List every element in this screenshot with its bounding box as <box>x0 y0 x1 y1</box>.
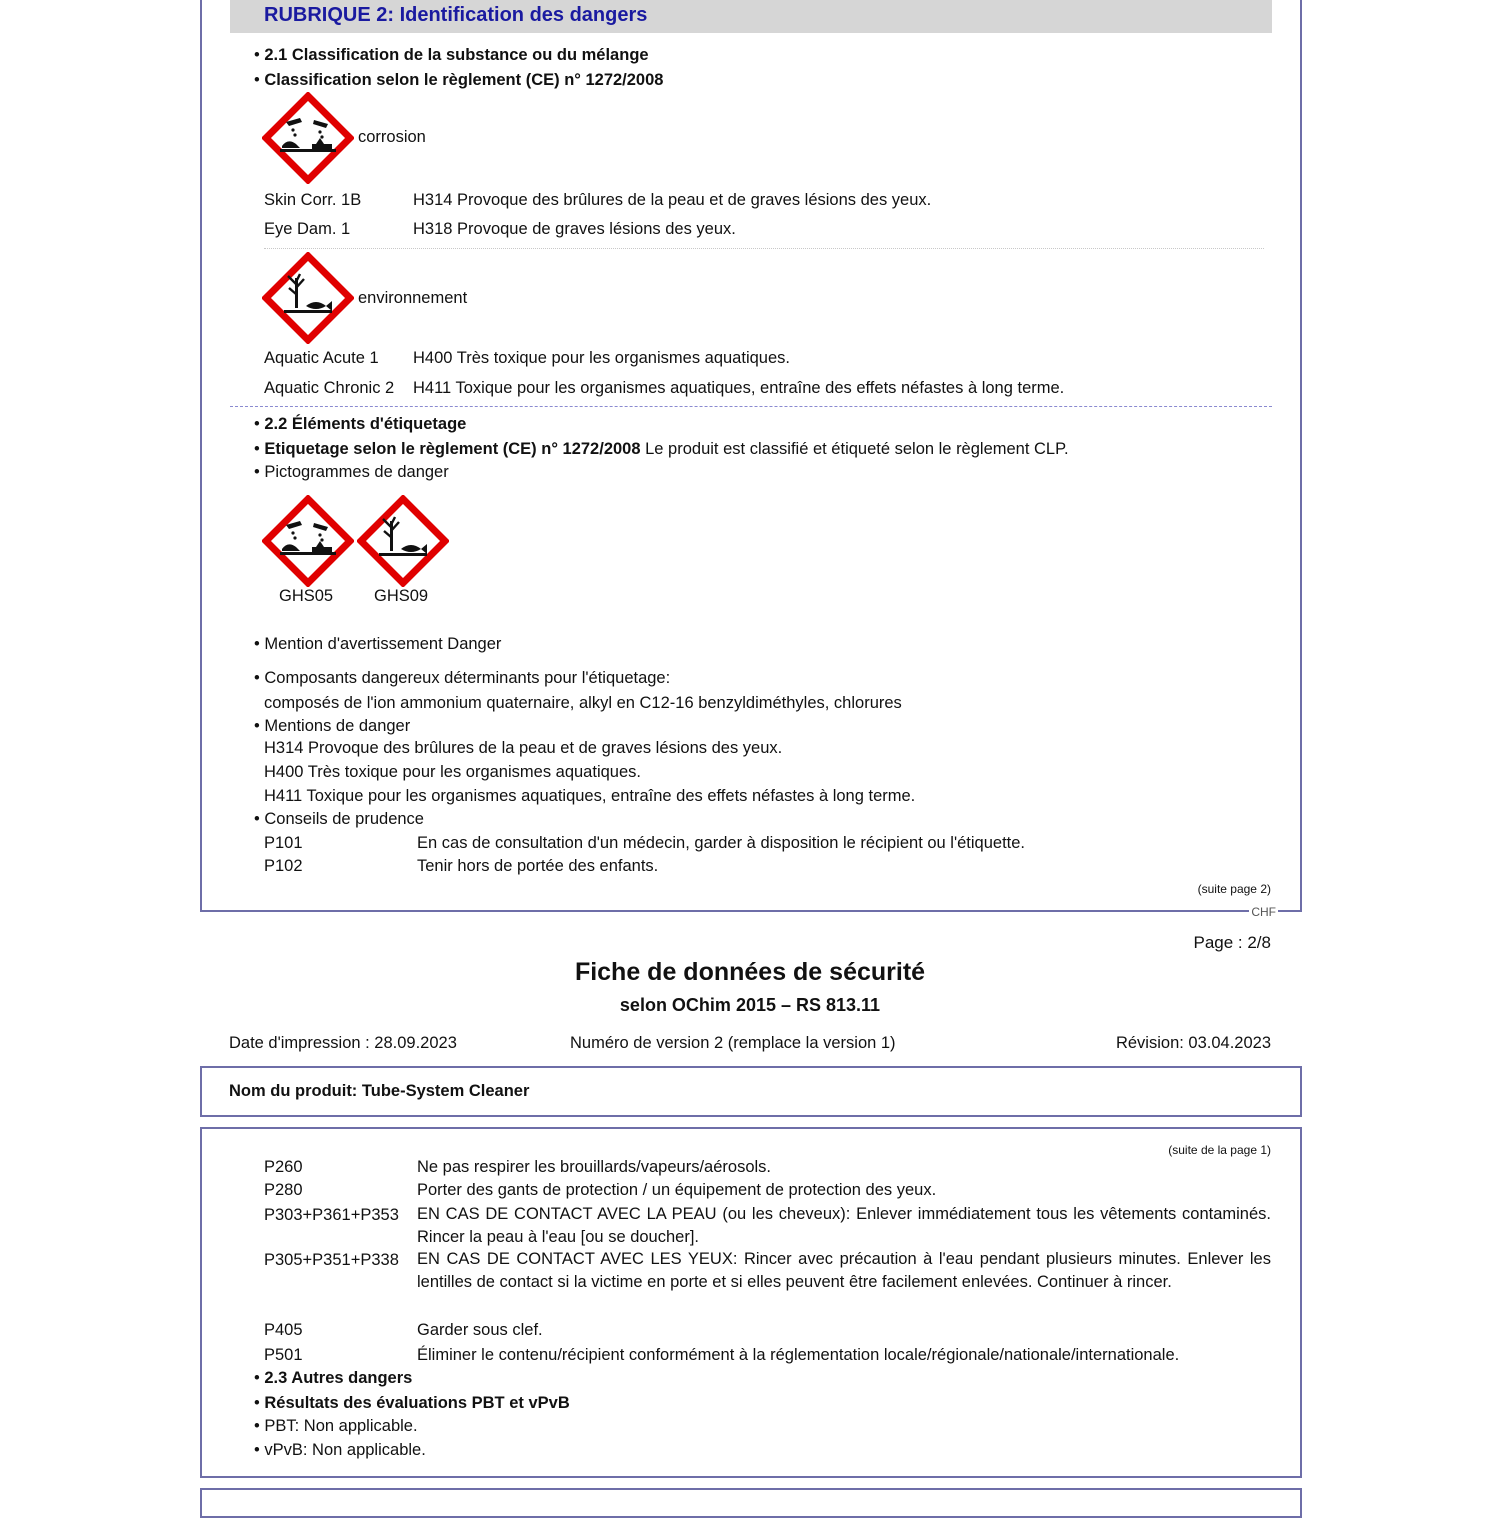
p-statement: Tenir hors de portée des enfants. <box>417 857 659 875</box>
hazard-statement: H411 Toxique pour les organismes aquatiques, entraîne des effets néfastes à long terme. <box>413 379 1065 397</box>
p-code: P305+P351+P338 <box>264 1251 399 1269</box>
signal-word: • Mention d'avertissement Danger <box>254 634 501 654</box>
ghs05-corrosion-icon <box>262 495 354 587</box>
hazard-class: Aquatic Chronic 2 <box>264 379 395 397</box>
picto-code: GHS09 <box>374 587 429 605</box>
version-number: Numéro de version 2 (remplace la version 1) <box>570 1034 896 1052</box>
p-statement: Ne pas respirer les brouillards/vapeurs/aérosols. <box>417 1158 771 1176</box>
p-code: P260 <box>264 1158 303 1176</box>
hazard-statement: H400 Très toxique pour les organismes aquatiques. <box>413 349 790 367</box>
next-section-frame <box>200 1488 1302 1518</box>
hazard-label-corrosion: corrosion <box>358 128 426 146</box>
p-code: P303+P361+P353 <box>264 1206 399 1224</box>
revision-date: Révision: 03.04.2023 <box>1115 1034 1271 1052</box>
corrosion-pictogram-icon <box>262 92 354 184</box>
s22-regulation-text: Le produit est classifié et étiqueté selon le règlement CLP. <box>645 440 1069 458</box>
hazard-statements-title: • Mentions de danger <box>254 716 410 736</box>
hazard-class: Aquatic Acute 1 <box>264 349 379 367</box>
hazard-class: Skin Corr. 1B <box>264 191 362 209</box>
page-number: Page : 2/8 <box>1193 933 1271 952</box>
h-statement: H411 Toxique pour les organismes aquatiques, entraîne des effets néfastes à long terme. <box>264 787 916 805</box>
p-code: P101 <box>264 834 303 852</box>
p-statement: EN CAS DE CONTACT AVEC LA PEAU (ou les cheveux): Enlever immédiatement tous les vêtements contaminés. Rincer la peau à l'eau [ou se doucher]. <box>417 1205 1271 1246</box>
pictograms-title: • Pictogrammes de danger <box>254 462 449 482</box>
s21-title: • 2.1 Classification de la substance ou du mélange <box>254 45 649 65</box>
hazard-statement: H318 Provoque de graves lésions des yeux. <box>413 220 736 238</box>
components-title: • Composants dangereux déterminants pour l'étiquetage: <box>254 668 670 688</box>
environment-pictogram-icon <box>262 252 354 344</box>
precautionary-title: • Conseils de prudence <box>254 809 424 829</box>
p-code: P102 <box>264 857 303 875</box>
s22-title: • 2.2 Éléments d'étiquetage <box>254 414 466 434</box>
document-title: Fiche de données de sécurité <box>574 958 926 986</box>
h-statement: H400 Très toxique pour les organismes aquatiques. <box>264 763 641 781</box>
pbt-result: • PBT: Non applicable. <box>254 1416 418 1436</box>
product-name: Nom du produit: Tube-System Cleaner <box>229 1082 530 1100</box>
picto-code: GHS05 <box>279 587 334 605</box>
s22-regulation-bold: Etiquetage selon le règlement (CE) n° 1272/2008 <box>264 440 641 458</box>
print-date: Date d'impression : 28.09.2023 <box>229 1034 457 1052</box>
country-code: CHF <box>1249 902 1278 922</box>
p-code: P405 <box>264 1321 303 1339</box>
section-divider <box>230 406 1272 407</box>
p-statement: Éliminer le contenu/récipient conformément à la réglementation locale/régionale/nationale/internationale. <box>417 1346 1180 1364</box>
continued-next-note: (suite page 2) <box>1197 882 1271 896</box>
divider <box>264 248 1264 249</box>
document-subtitle: selon OChim 2015 – RS 813.11 <box>619 995 881 1015</box>
p-code: P280 <box>264 1181 303 1199</box>
pbt-vpvb-title: • Résultats des évaluations PBT et vPvB <box>254 1393 570 1413</box>
p-statement: En cas de consultation d'un médecin, garder à disposition le récipient ou l'étiquette. <box>417 834 1026 852</box>
p-statement: Garder sous clef. <box>417 1321 543 1339</box>
section2-heading: RUBRIQUE 2: Identification des dangers <box>264 4 648 26</box>
p-statement: Porter des gants de protection / un équipement de protection des yeux. <box>417 1181 937 1199</box>
vpvb-result: • vPvB: Non applicable. <box>254 1440 426 1460</box>
p-statement: EN CAS DE CONTACT AVEC LES YEUX: Rincer avec précaution à l'eau pendant plusieurs minutes. Enlever les lentilles de contact si la victime en porte et si elles peuvent être facilement enlevées. Continuer à rincer. <box>417 1250 1271 1291</box>
hazard-class: Eye Dam. 1 <box>264 220 351 238</box>
s22-regulation <box>254 439 1069 459</box>
components-text: composés de l'ion ammonium quaternaire, alkyl en C12-16 benzyldiméthyles, chlorures <box>264 694 902 712</box>
p-code: P501 <box>264 1346 303 1364</box>
ghs09-environment-icon <box>357 495 449 587</box>
h-statement: H314 Provoque des brûlures de la peau et de graves lésions des yeux. <box>264 739 783 757</box>
hazard-label-environment: environnement <box>358 289 468 307</box>
s21-regulation: • Classification selon le règlement (CE) n° 1272/2008 <box>254 70 663 90</box>
s23-title: • 2.3 Autres dangers <box>254 1368 412 1388</box>
hazard-statement: H314 Provoque des brûlures de la peau et de graves lésions des yeux. <box>413 191 932 209</box>
continued-from-note: (suite de la page 1) <box>1168 1143 1271 1157</box>
